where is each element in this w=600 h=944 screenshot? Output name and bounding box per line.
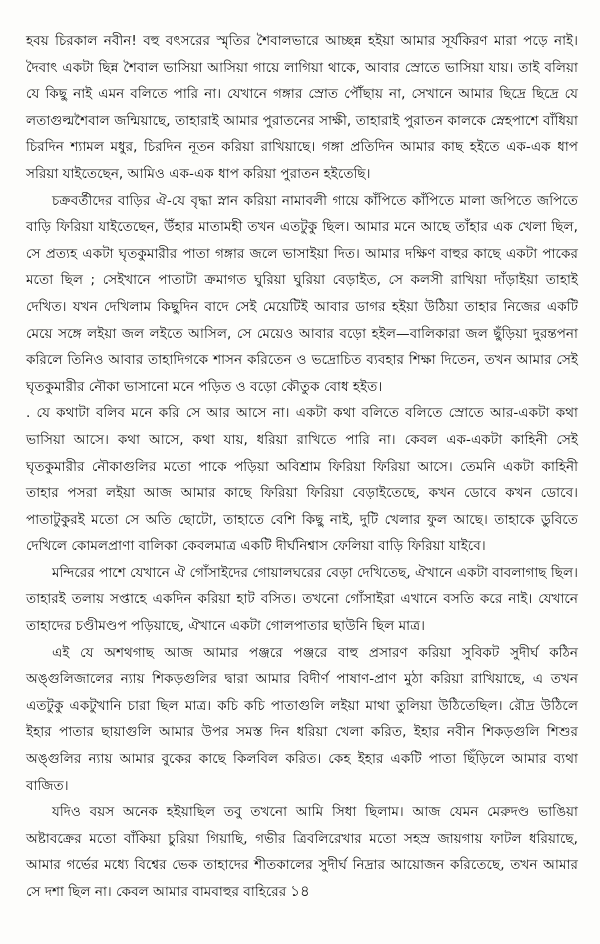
page-body <box>26 28 578 906</box>
paragraph-3: . যে কথাটা বলিব মনে করি সে আর আসে না। একটা কথা বলিতে বলিতে স্রোতে আর-একটা কথা ভাসিয়া আসে। কথা আসে, কথা যায়, ধরিয়া রাখিতে পারি না। কেবল এক-একটা কাহিনী সেই ঘৃতকুমারীর নৌকাগুলির মতো পাকে পড়িয়া অবিশ্রাম ফিরিয়া ফিরিয়া আসে। তেমনি একটা কাহিনী তাহার পসরা লইয়া আজ আমার কাছে ফিরিয়া ফিরিয়া বেড়াইতেছে, কখন ডোবে কখন ডোবে। পাতাটুকুরই মতো সে অতি ছোটো, তাহাতে বেশি কিছু নাই, দুটি খেলার ফুল আছে। তাহাকে ডুবিতে দেখিলে কোমলপ্রাণা বালিকা কেবলমাত্র একটি দীর্ঘনিশ্বাস ফেলিয়া বাড়ি ফিরিয়া যাইবে। <box>26 405 578 555</box>
paragraph-6: যদিও বয়স অনেক হইয়াছিল তবু তখনো আমি সিধা ছিলাম। আজ যেমন মেরুদণ্ড ভাঙিয়া অষ্টাবক্রের মতো বাঁকিয়া চুরিয়া গিয়াছি, গভীর ত্রিবলিরেখার মতো সহস্র জায়গায় ফাটল ধরিয়াছে, আমার গর্ভের মধ্যে বিশ্বের ভেক তাহাদের শীতকালের সুদীর্ঘ নিদ্রার আয়োজন করিতেছে, তখন আমার সে দশা ছিল না। কেবল আমার বামবাহুর বাহিরের <box>26 804 578 900</box>
paragraph-2: চক্রবর্তীদের বাড়ির ঐ-যে বৃদ্ধা স্নান করিয়া নামাবলী গায়ে কাঁপিতে কাঁপিতে মালা জপিতে জপিতে বাড়ি ফিরিয়া যাইতেছেন, উঁহার মাতামহী তখন এতটুকু ছিল। আমার মনে আছে তাঁহার এক খেলা ছিল, সে প্রত্যহ একটা ঘৃতকুমারীর পাতা গঙ্গার জলে ভাসাইয়া দিত। আমার দক্ষিণ বাহুর কাছে একটা পাকের মতো ছিল ; সেইখানে পাতাটা ক্রমাগত ঘুরিয়া ঘুরিয়া বেড়াইত, সে কলসী রাখিয়া দাঁড়াইয়া তাহাই দেখিত। যখন দেখিলাম কিছুদিন বাদে সেই মেয়েটিই আবার ডাগর হইয়া উঠিয়া তাহার নিজের একটি মেয়ে সঙ্গে লইয়া জল লইতে আসিল, সে মেয়েও আবার বড়ো হইল—বালিকারা জল ছুঁড়িয়া দুরন্তপনা করিলে তিনিও আবার তাহাদিগকে শাসন করিতেন ও ভদ্রোচিত ব্যবহার শিক্ষা দিতেন, তখন আমার সেই ঘৃতকুমারীর নৌকা ভাসানো মনে পড়িত ও বড়ো কৌতুক বোধ হইত। <box>26 192 578 395</box>
paragraph-1: হবয় চিরকাল নবীন! বহু বৎসরের স্মৃতির শৈবালভারে আচ্ছন্ন হইয়া আমার সূর্যকিরণ মারা পড়ে নাই। দৈবাৎ একটা ছিন্ন শৈবাল ভাসিয়া আসিয়া গায়ে লাগিয়া থাকে, আবার স্রোতে ভাসিয়া যায়। তাই বলিয়া যে কিছু নাই এমন বলিতে পারি না। যেখানে গঙ্গার স্রোত পৌঁছায় না, সেখানে আমার ছিদ্রে ছিদ্রে যে লতাগুল্মশৈবাল জন্মিয়াছে, তাহারাই আমার পুরাতনের সাক্ষী, তাহারাই পুরাতন কালকে স্নেহপাশে বাঁধিয়া চিরদিন শ্যামল মধুর, চিরদিন নূতন করিয়া রাখিয়াছে। গঙ্গা প্রতিদিন আমার কাছ হইতে এক-এক ধাপ সরিয়া যাইতেছেন, আমিও এক-এক ধাপ করিয়া পুরাতন হইতেছি। <box>26 33 578 182</box>
paragraph-5: এই যে অশথগাছ আজ আমার পঞ্জরে পঞ্জরে বাহু প্রসারণ করিয়া সুবিকট সুদীর্ঘ কঠিন অঙ্গুলিজালের ন্যায় শিকড়গুলির দ্বারা আমার বিদীর্ণ পাষাণ-প্রাণ মুঠা করিয়া রাখিয়াছে, এ তখন এতটুকু একটুখানি চারা ছিল মাত্র। কচি কচি পাতাগুলি লইয়া মাথা তুলিয়া উঠিতেছিল। রৌদ্র উঠিলে ইহার পাতার ছায়াগুলি আমার উপর সমস্ত দিন ধরিয়া খেলা করিত, ইহার নবীন শিকড়গুলি শিশুর অঙ্গুলির ন্যায় আমার বুকের কাছে কিলবিল করিত। কেহ ইহার একটি পাতা ছিঁড়িলে আমার ব্যথা বাজিত। <box>26 644 578 794</box>
page-number: ১৪ <box>290 882 310 900</box>
paragraph-4: মন্দিরের পাশে যেখানে ঐ গোঁসাইদের গোয়ালঘরের বেড়া দেখিতেছ, ঐখানে একটা বাবলাগাছ ছিল। তাহারই তলায় সপ্তাহে একদিন করিয়া হাট বসিত। তখনো গোঁসাইরা এখানে বসতি করে নাই। যেখানে তাহাদের চণ্ডীমণ্ডপ পড়িয়াছে, ঐখানে একটা গোলপাতার ছাউনি ছিল মাত্র। <box>26 564 578 635</box>
